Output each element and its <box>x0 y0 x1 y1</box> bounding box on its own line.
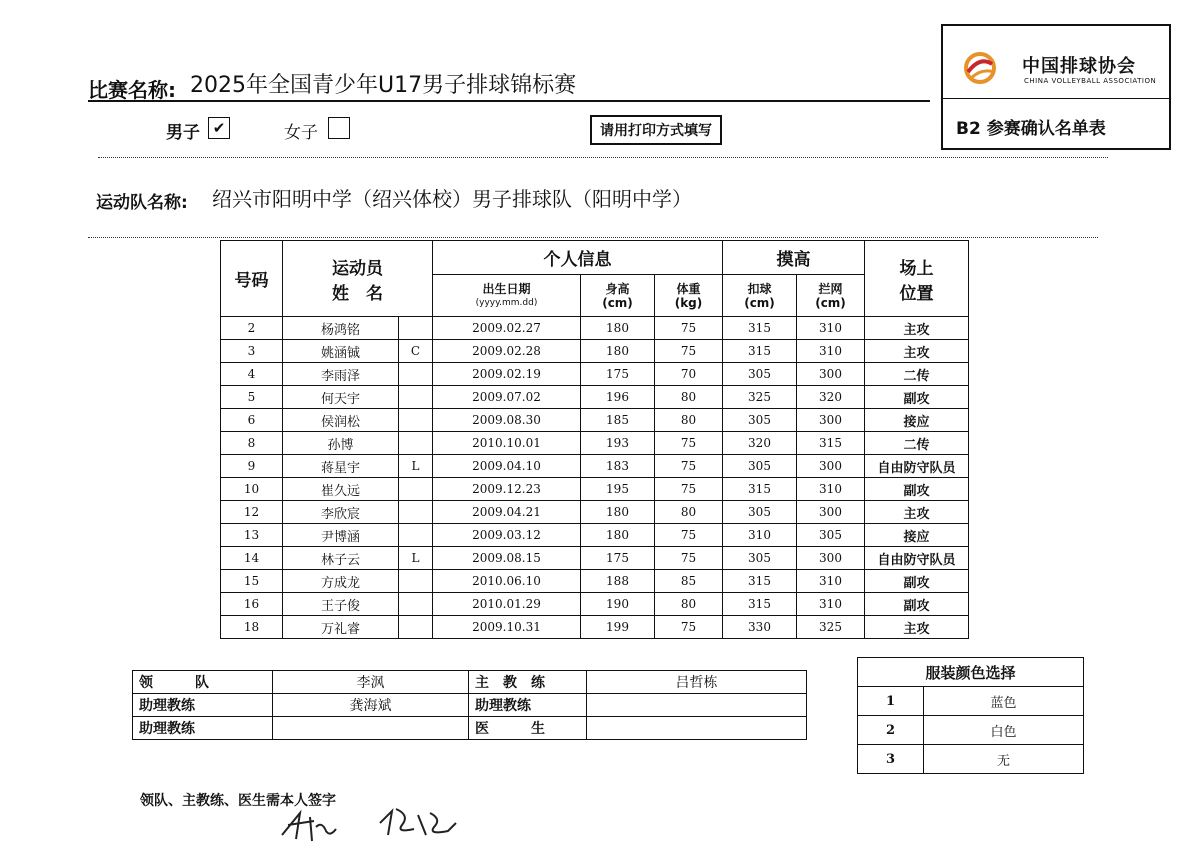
cell-mark: L <box>399 455 433 478</box>
header-personal-info: 个人信息 <box>433 241 723 275</box>
cell-number: 15 <box>221 570 283 593</box>
table-row <box>221 524 969 547</box>
asst-coach-field[interactable]: 龚海斌 <box>273 694 469 717</box>
cell-name: 姚涵铖 <box>283 340 399 363</box>
header-height <box>581 275 655 317</box>
cell-height: 175 <box>581 363 655 386</box>
cell-name: 尹博涵 <box>283 524 399 547</box>
cell-weight: 75 <box>655 616 723 639</box>
cell-height: 199 <box>581 616 655 639</box>
header-reach: 摸高 <box>723 241 865 275</box>
cell-mark <box>399 363 433 386</box>
cell-name: 何天宇 <box>283 386 399 409</box>
cell-number: 10 <box>221 478 283 501</box>
cell-birth: 2009.04.21 <box>433 501 581 524</box>
cell-name: 林子云 <box>283 547 399 570</box>
cell-height: 180 <box>581 317 655 340</box>
cell-height: 185 <box>581 409 655 432</box>
cell-name: 李雨泽 <box>283 363 399 386</box>
cell-weight: 80 <box>655 386 723 409</box>
header-birth-format: (yyyy.mm.dd) <box>475 297 538 308</box>
cell-spike: 305 <box>723 501 797 524</box>
cell-position: 主攻 <box>865 501 969 524</box>
table-row <box>221 386 969 409</box>
asst-coach-2-field[interactable] <box>587 694 807 717</box>
uniform-option-color[interactable]: 蓝色 <box>924 687 1084 716</box>
cell-block: 300 <box>797 409 865 432</box>
cell-birth: 2010.01.29 <box>433 593 581 616</box>
cell-birth: 2009.04.10 <box>433 455 581 478</box>
cell-block: 300 <box>797 547 865 570</box>
cell-number: 6 <box>221 409 283 432</box>
cell-weight: 80 <box>655 593 723 616</box>
uniform-option-color[interactable]: 白色 <box>924 716 1084 745</box>
cell-name: 杨鸿铭 <box>283 317 399 340</box>
match-label: 比赛名称: <box>88 78 176 102</box>
header-athlete <box>283 241 433 317</box>
cell-mark <box>399 409 433 432</box>
cell-position: 接应 <box>865 409 969 432</box>
uniform-color-table <box>857 657 1084 774</box>
cell-mark <box>399 524 433 547</box>
cell-weight: 75 <box>655 340 723 363</box>
table-row <box>221 340 969 363</box>
cell-position: 二传 <box>865 432 969 455</box>
cell-number: 18 <box>221 616 283 639</box>
cell-position: 自由防守队员 <box>865 547 969 570</box>
team-leader-label: 领 队 <box>133 671 273 694</box>
cell-birth: 2009.02.28 <box>433 340 581 363</box>
cell-block: 315 <box>797 432 865 455</box>
cell-height: 180 <box>581 501 655 524</box>
table-row <box>221 432 969 455</box>
cell-birth: 2009.02.27 <box>433 317 581 340</box>
header-spike-label: 扣球 <box>747 281 772 296</box>
cell-height: 183 <box>581 455 655 478</box>
cell-height: 180 <box>581 524 655 547</box>
cell-position: 主攻 <box>865 616 969 639</box>
cell-birth: 2010.10.01 <box>433 432 581 455</box>
header-spike <box>723 275 797 317</box>
cell-birth: 2009.02.19 <box>433 363 581 386</box>
cell-name: 蒋星宇 <box>283 455 399 478</box>
header-height-label: 身高 <box>605 281 630 296</box>
cell-spike: 310 <box>723 524 797 547</box>
cell-height: 195 <box>581 478 655 501</box>
cell-mark: C <box>399 340 433 363</box>
male-checkbox[interactable]: ✔ <box>208 117 230 139</box>
header-height-unit: (cm) <box>602 295 633 310</box>
cell-mark <box>399 570 433 593</box>
cell-mark <box>399 478 433 501</box>
cell-mark <box>399 616 433 639</box>
cell-name: 万礼睿 <box>283 616 399 639</box>
team-leader-field[interactable]: 李沨 <box>273 671 469 694</box>
cell-number: 13 <box>221 524 283 547</box>
cell-weight: 75 <box>655 455 723 478</box>
cell-weight: 75 <box>655 432 723 455</box>
team-label: 运动队名称: <box>96 193 188 213</box>
cell-spike: 325 <box>723 386 797 409</box>
cell-height: 180 <box>581 340 655 363</box>
head-coach-field[interactable]: 吕哲栋 <box>587 671 807 694</box>
logo-divider <box>941 98 1169 99</box>
cell-spike: 305 <box>723 547 797 570</box>
staff-table <box>132 670 807 740</box>
cell-number: 4 <box>221 363 283 386</box>
header-weight <box>655 275 723 317</box>
cell-name: 李欣宸 <box>283 501 399 524</box>
cell-weight: 70 <box>655 363 723 386</box>
asst-coach-3-field[interactable] <box>273 717 469 740</box>
cell-block: 310 <box>797 340 865 363</box>
head-coach-label: 主 教 练 <box>469 671 587 694</box>
cell-weight: 75 <box>655 524 723 547</box>
dotted-divider <box>98 157 1108 158</box>
cell-spike: 305 <box>723 455 797 478</box>
cell-birth: 2009.08.15 <box>433 547 581 570</box>
cell-position: 副攻 <box>865 386 969 409</box>
cell-block: 310 <box>797 593 865 616</box>
cell-block: 325 <box>797 616 865 639</box>
volleyball-association-logo-icon <box>962 50 998 86</box>
logo-en-text: CHINA VOLLEYBALL ASSOCIATION <box>1024 77 1157 85</box>
cell-number: 3 <box>221 340 283 363</box>
cell-block: 310 <box>797 570 865 593</box>
cell-birth: 2009.03.12 <box>433 524 581 547</box>
table-row <box>221 547 969 570</box>
table-row <box>221 501 969 524</box>
female-label: 女子 <box>284 123 318 143</box>
cell-position: 副攻 <box>865 593 969 616</box>
header-block <box>797 275 865 317</box>
cell-birth: 2009.12.23 <box>433 478 581 501</box>
uniform-option-number: 3 <box>858 745 924 774</box>
handwritten-signature-icon <box>270 795 490 845</box>
table-row <box>221 616 969 639</box>
uniform-option-number: 2 <box>858 716 924 745</box>
cell-spike: 315 <box>723 340 797 363</box>
cell-block: 300 <box>797 501 865 524</box>
team-name: 绍兴市阳明中学（绍兴体校）男子排球队（阳明中学） <box>212 187 692 211</box>
cell-spike: 315 <box>723 593 797 616</box>
cell-position: 二传 <box>865 363 969 386</box>
cell-birth: 2009.08.30 <box>433 409 581 432</box>
uniform-option-number: 1 <box>858 687 924 716</box>
cell-position: 接应 <box>865 524 969 547</box>
print-note: 请用打印方式填写 <box>590 115 722 145</box>
cell-number: 2 <box>221 317 283 340</box>
cell-mark <box>399 501 433 524</box>
header-birth <box>433 275 581 317</box>
cell-position: 副攻 <box>865 570 969 593</box>
cell-spike: 315 <box>723 570 797 593</box>
cell-mark <box>399 386 433 409</box>
cell-height: 188 <box>581 570 655 593</box>
cell-mark <box>399 317 433 340</box>
form-code: B2 参赛确认名单表 <box>956 119 1106 139</box>
header-athlete-line2: 姓 名 <box>332 283 383 304</box>
cell-mark: L <box>399 547 433 570</box>
table-row <box>221 570 969 593</box>
match-name: 2025年全国青少年U17男子排球锦标赛 <box>190 73 577 98</box>
cell-spike: 315 <box>723 478 797 501</box>
doctor-label: 医 生 <box>469 717 587 740</box>
cell-number: 12 <box>221 501 283 524</box>
cell-name: 侯润松 <box>283 409 399 432</box>
header-position-line1: 场上 <box>899 258 934 279</box>
header-birth-label: 出生日期 <box>482 281 531 296</box>
cell-spike: 315 <box>723 317 797 340</box>
logo-cn-text: 中国排球协会 <box>1022 56 1136 77</box>
cell-name: 崔久远 <box>283 478 399 501</box>
cell-weight: 85 <box>655 570 723 593</box>
cell-number: 5 <box>221 386 283 409</box>
cell-block: 320 <box>797 386 865 409</box>
table-row <box>221 455 969 478</box>
asst-coach-3-label: 助理教练 <box>133 717 273 740</box>
cell-mark <box>399 432 433 455</box>
female-checkbox[interactable] <box>328 117 350 139</box>
cell-height: 190 <box>581 593 655 616</box>
cell-name: 方成龙 <box>283 570 399 593</box>
header-position <box>865 241 969 317</box>
cell-block: 305 <box>797 524 865 547</box>
cell-weight: 80 <box>655 501 723 524</box>
cell-height: 175 <box>581 547 655 570</box>
cell-spike: 320 <box>723 432 797 455</box>
header-block-label: 拦网 <box>818 281 843 296</box>
cell-height: 196 <box>581 386 655 409</box>
asst-coach-label: 助理教练 <box>133 694 273 717</box>
cell-mark <box>399 593 433 616</box>
table-row <box>221 409 969 432</box>
table-row <box>221 317 969 340</box>
cell-spike: 305 <box>723 363 797 386</box>
cell-spike: 305 <box>723 409 797 432</box>
table-row <box>221 363 969 386</box>
header-weight-unit: (kg) <box>674 295 703 310</box>
cell-number: 8 <box>221 432 283 455</box>
uniform-option-color[interactable]: 无 <box>924 745 1084 774</box>
signature-note: 领队、主教练、医生需本人签字 <box>140 793 336 809</box>
table-row <box>221 478 969 501</box>
uniform-title: 服装颜色选择 <box>858 658 1084 687</box>
cell-spike: 330 <box>723 616 797 639</box>
header-spike-unit: (cm) <box>744 295 775 310</box>
cell-block: 310 <box>797 317 865 340</box>
cell-name: 孙博 <box>283 432 399 455</box>
cell-name: 王子俊 <box>283 593 399 616</box>
header-athlete-line1: 运动员 <box>332 258 383 279</box>
header-number: 号码 <box>221 241 283 317</box>
table-row <box>221 593 969 616</box>
cell-number: 14 <box>221 547 283 570</box>
cell-birth: 2010.06.10 <box>433 570 581 593</box>
cell-position: 自由防守队员 <box>865 455 969 478</box>
cell-number: 9 <box>221 455 283 478</box>
cell-position: 主攻 <box>865 317 969 340</box>
cell-number: 16 <box>221 593 283 616</box>
header-weight-label: 体重 <box>676 281 701 296</box>
doctor-field[interactable] <box>587 717 807 740</box>
cell-weight: 80 <box>655 409 723 432</box>
roster-table <box>220 240 969 639</box>
cell-weight: 75 <box>655 478 723 501</box>
cell-weight: 75 <box>655 547 723 570</box>
asst-coach-2-label: 助理教练 <box>469 694 587 717</box>
cell-block: 300 <box>797 455 865 478</box>
dotted-divider <box>88 237 1098 238</box>
cell-birth: 2009.07.02 <box>433 386 581 409</box>
cell-position: 副攻 <box>865 478 969 501</box>
male-label: 男子 <box>166 123 200 143</box>
cell-block: 300 <box>797 363 865 386</box>
cell-weight: 75 <box>655 317 723 340</box>
cell-height: 193 <box>581 432 655 455</box>
header-block-unit: (cm) <box>815 295 846 310</box>
header-position-line2: 位置 <box>899 283 934 304</box>
cell-block: 310 <box>797 478 865 501</box>
cell-birth: 2009.10.31 <box>433 616 581 639</box>
cell-position: 主攻 <box>865 340 969 363</box>
